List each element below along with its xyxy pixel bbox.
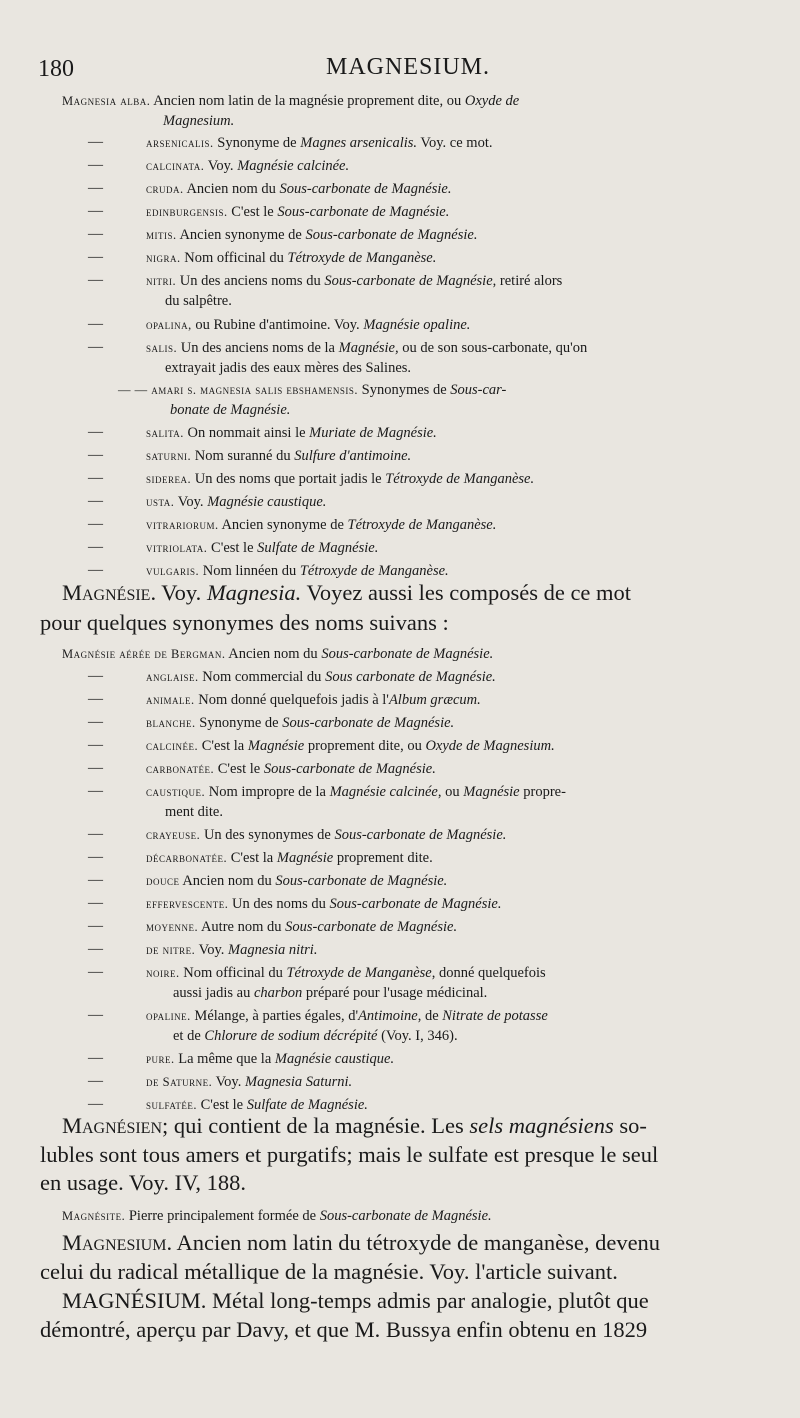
ditto-dash: — — [88, 691, 103, 707]
entry-headword: opaline. — [146, 1009, 191, 1023]
ditto-dash: — — [88, 272, 103, 288]
text-line — [146, 424, 437, 442]
text-segment: C'est la — [227, 850, 277, 866]
text-line — [146, 516, 496, 534]
entry-headword: cruda. — [146, 182, 184, 196]
text-segment: , de — [417, 1008, 443, 1024]
entry-headword: — — amari s. magnesia salis ebshamensis. — [118, 383, 359, 397]
ditto-dash: — — [88, 157, 103, 173]
text-segment: C'est le — [227, 204, 278, 220]
italic-text: Magnésie opaline. — [363, 317, 471, 333]
text-segment: Ancien synonyme de — [176, 227, 306, 243]
italic-text: Magnes arsenicalis. — [300, 135, 418, 151]
italic-text: Magnésie calcinée. — [237, 158, 350, 174]
text-line — [146, 1007, 548, 1025]
ditto-dash: — — [88, 249, 103, 265]
page-header — [38, 52, 778, 86]
text-line — [40, 1259, 618, 1285]
text-line — [146, 737, 555, 755]
ditto-dash: — — [88, 737, 103, 753]
entry-headword: effervescente. — [146, 897, 229, 911]
italic-text: sels magnésiens — [469, 1113, 614, 1138]
italic-text: Magnesium. — [163, 113, 235, 129]
text-segment: Voy. — [204, 158, 238, 174]
italic-text: Sous-carbonate de Magnésie. — [334, 827, 507, 843]
entry-headword: douce — [146, 874, 180, 888]
text-line — [62, 645, 493, 663]
text-line — [40, 1170, 246, 1196]
entry-headword: moyenne. — [146, 920, 199, 934]
text-line — [173, 1027, 458, 1045]
entry-headword: Magnésien; — [62, 1113, 169, 1138]
entry-headword: opalina, — [146, 318, 192, 332]
text-line — [146, 447, 411, 465]
text-segment: Synonyme de — [195, 715, 283, 731]
entry-headword: calcinata. — [146, 159, 205, 173]
text-segment: Nom suranné du — [191, 448, 295, 464]
text-segment: ou Rubine d'antimoine. Voy. — [191, 317, 364, 333]
italic-text: Sous-carbonate de Magnésie. — [285, 919, 458, 935]
ditto-dash: — — [88, 134, 103, 150]
text-segment: Nom donné quelquefois jadis à l' — [194, 692, 389, 708]
entry-headword: Magnésie. — [62, 580, 157, 605]
text-segment: proprement dite, ou — [304, 738, 426, 754]
page-number: 180 — [38, 56, 74, 82]
entry-headword: mitis. — [146, 228, 177, 242]
text-line — [165, 292, 232, 310]
text-segment: Un des synonymes de — [200, 827, 335, 843]
entry-headword: arsenicalis. — [146, 136, 214, 150]
entry-headword: Magnesia alba. — [62, 94, 151, 108]
text-segment: celui du radical métallique de la magnésie. Voy. l'article suivant. — [40, 1259, 618, 1284]
text-line — [163, 112, 234, 130]
italic-text: bonate de Magnésie. — [170, 402, 291, 418]
entry-headword: décarbonatée. — [146, 851, 228, 865]
text-line — [170, 401, 290, 419]
text-line — [146, 1050, 394, 1068]
text-segment: extrayait jadis des eaux mères des Salines. — [165, 360, 412, 376]
italic-text: Album græcum. — [388, 692, 481, 708]
text-segment: Un des anciens noms de la — [177, 340, 339, 356]
ditto-dash: — — [88, 516, 103, 532]
ditto-dash: — — [88, 1096, 103, 1112]
italic-text: Oxyde de Magnesium. — [425, 738, 555, 754]
text-line — [146, 539, 378, 557]
italic-text: Magnésie, — [338, 340, 399, 356]
text-line — [118, 381, 506, 399]
text-segment: propre- — [519, 784, 566, 800]
text-line — [146, 826, 506, 844]
entry-headword: crayeuse. — [146, 828, 201, 842]
ditto-dash: — — [88, 424, 103, 440]
text-line — [62, 92, 519, 110]
ditto-dash: — — [88, 339, 103, 355]
text-line — [146, 714, 454, 732]
text-segment: Voy. — [212, 1074, 245, 1090]
text-segment: Ancien synonyme de — [218, 517, 348, 533]
text-line — [40, 1317, 647, 1343]
text-line — [146, 157, 349, 175]
text-line — [62, 1113, 647, 1139]
italic-text: Sous-carbonate de Magnésie — [324, 273, 493, 289]
text-line — [146, 941, 317, 959]
text-segment: C'est le — [196, 1097, 247, 1113]
italic-text: Sous-carbonate de Magnésie. — [282, 715, 455, 731]
text-segment: Un des noms que portait jadis le — [191, 471, 386, 487]
entry-headword: caustique. — [146, 785, 206, 799]
text-segment: Ancien nom latin de la magnésie proprement dite, ou — [150, 93, 465, 109]
entry-headword: blanche. — [146, 716, 196, 730]
text-line — [146, 180, 451, 198]
text-line — [146, 691, 481, 709]
entry-headword: salita. — [146, 426, 184, 440]
running-title: MAGNESIUM. — [325, 54, 490, 80]
text-line — [40, 610, 449, 636]
italic-text: Sous-car- — [450, 382, 507, 398]
text-segment: Nom officinal du — [179, 965, 287, 981]
text-segment: Synonyme de — [213, 135, 301, 151]
text-line — [146, 918, 457, 936]
text-segment: (Voy. I, 346). — [377, 1028, 458, 1044]
text-line — [146, 849, 433, 867]
text-line — [146, 203, 449, 221]
text-line — [146, 316, 470, 334]
ditto-dash: — — [88, 760, 103, 776]
text-line — [146, 339, 587, 357]
ditto-dash: — — [88, 1073, 103, 1089]
text-segment: Pierre principalement formée de — [125, 1208, 320, 1224]
text-segment: Voy. — [174, 494, 208, 510]
italic-text: Magnesia Saturni. — [244, 1074, 353, 1090]
italic-text: Magnesia nitri. — [228, 942, 318, 958]
entry-headword: Magnésite. — [62, 1209, 126, 1223]
ditto-dash: — — [88, 714, 103, 730]
text-segment: Nom linnéen du — [199, 563, 300, 579]
text-line — [146, 760, 436, 778]
ditto-dash: — — [88, 539, 103, 555]
italic-text: Sulfate de Magnésie. — [246, 1097, 368, 1113]
text-segment: qui contient de la magnésie. Les — [168, 1113, 470, 1138]
ditto-dash: — — [88, 226, 103, 242]
italic-text: Sous-carbonate de Magnésie. — [305, 227, 478, 243]
italic-text: Nitrate de potasse — [442, 1008, 548, 1024]
ditto-dash: — — [88, 493, 103, 509]
text-line — [62, 1288, 649, 1314]
ditto-dash: — — [88, 826, 103, 842]
text-line — [146, 493, 326, 511]
text-line — [146, 134, 492, 152]
text-segment: C'est la — [198, 738, 248, 754]
text-line — [146, 249, 436, 267]
text-segment: Ancien nom du — [183, 181, 280, 197]
italic-text: Magnesia. — [206, 580, 302, 605]
text-segment: Ancien nom du — [179, 873, 276, 889]
text-segment: en usage. Voy. IV, 188. — [40, 1170, 247, 1195]
entry-headword: usta. — [146, 495, 175, 509]
text-line — [165, 803, 223, 821]
text-line — [146, 895, 501, 913]
entry-headword: vitriolata. — [146, 541, 208, 555]
italic-text: Sulfate de Magnésie. — [257, 540, 379, 556]
italic-text: Tétroxyde de Manganèse. — [347, 517, 497, 533]
italic-text: Tétroxyde de Manganèse — [286, 965, 432, 981]
ditto-dash: — — [88, 1050, 103, 1066]
entry-headword: noire. — [146, 966, 180, 980]
italic-text: Sous-carbonate de Magnésie. — [279, 181, 452, 197]
italic-text: Muriate de Magnésie. — [309, 425, 437, 441]
text-segment: et de — [173, 1028, 205, 1044]
entry-headword: saturni. — [146, 449, 192, 463]
text-segment: Mélange, à parties égales, d' — [190, 1008, 359, 1024]
text-line — [146, 964, 546, 982]
text-segment: Ancien nom du — [225, 646, 322, 662]
italic-text: Antimoine — [358, 1008, 418, 1024]
italic-text: Magnésie caustique. — [274, 1051, 395, 1067]
text-segment: proprement dite. — [333, 850, 433, 866]
ditto-dash: — — [88, 203, 103, 219]
italic-text: Tétroxyde de Manganèse. — [299, 563, 449, 579]
text-segment: Nom officinal du — [180, 250, 288, 266]
entry-headword: vulgaris. — [146, 564, 200, 578]
text-segment: Voy. ce mot. — [417, 135, 493, 151]
entry-headword: siderea. — [146, 472, 192, 486]
text-segment: Voyez aussi les composés de ce mot — [301, 580, 632, 605]
text-segment: Voy. — [195, 942, 229, 958]
text-segment: On nommait ainsi le — [183, 425, 310, 441]
text-line — [146, 1073, 352, 1091]
italic-text: Sous carbonate de Magnésie. — [325, 669, 496, 685]
ditto-dash: — — [88, 964, 103, 980]
ditto-dash: — — [88, 783, 103, 799]
italic-text: Magnésie calcinée — [329, 784, 438, 800]
ditto-dash: — — [88, 849, 103, 865]
italic-text: Sous-carbonate de Magnésie. — [329, 896, 502, 912]
entry-headword: calcinée. — [146, 739, 199, 753]
text-line — [165, 359, 411, 377]
ditto-dash: — — [88, 180, 103, 196]
ditto-dash: — — [88, 895, 103, 911]
text-line — [146, 272, 562, 290]
entry-headword: anglaise. — [146, 670, 199, 684]
ditto-dash: — — [88, 872, 103, 888]
entry-headword: Magnésie aérée de Bergman. — [62, 647, 226, 661]
text-line — [146, 470, 534, 488]
text-line — [146, 872, 447, 890]
text-segment: , ou — [437, 784, 464, 800]
text-line — [146, 668, 496, 686]
text-segment: Un des anciens noms du — [176, 273, 325, 289]
text-segment: so- — [613, 1113, 647, 1138]
text-segment: C'est le — [207, 540, 258, 556]
text-segment: ou de son sous-carbonate, qu'on — [398, 340, 588, 356]
ditto-dash: — — [88, 941, 103, 957]
entry-headword: sulfatée. — [146, 1098, 197, 1112]
ditto-dash: — — [88, 470, 103, 486]
italic-text: Sous-carbonate de Magnésie. — [321, 646, 494, 662]
text-line — [146, 562, 449, 580]
text-segment: préparé pour l'usage médicinal. — [302, 985, 488, 1001]
text-line — [62, 1207, 492, 1225]
text-segment: Autre nom du — [198, 919, 286, 935]
ditto-dash: — — [88, 1007, 103, 1023]
ditto-dash: — — [88, 562, 103, 578]
ditto-dash: — — [88, 668, 103, 684]
italic-text: Sous-carbonate de Magnésie. — [275, 873, 448, 889]
ditto-dash: — — [88, 918, 103, 934]
italic-text: Magnésie — [247, 738, 305, 754]
italic-text: Magnésie — [463, 784, 520, 800]
text-segment: Voy. — [156, 580, 207, 605]
text-segment: ment dite. — [165, 804, 223, 820]
entry-headword: nigra. — [146, 251, 181, 265]
text-segment: du salpêtre. — [165, 293, 232, 309]
entry-headword: salis. — [146, 341, 178, 355]
text-line — [62, 1230, 660, 1256]
entry-headword: de Saturne. — [146, 1075, 213, 1089]
entry-headword: edinburgensis. — [146, 205, 228, 219]
text-segment: lubles sont tous amers et purgatifs; mais le sulfate est presque le seul — [40, 1142, 659, 1167]
entry-headword: Magnesium. — [62, 1230, 173, 1255]
text-line — [146, 1096, 368, 1114]
entry-headword: animale. — [146, 693, 195, 707]
text-segment: Synonymes de — [358, 382, 451, 398]
text-segment: , retiré alors — [492, 273, 563, 289]
italic-text: Chlorure de sodium décrépité — [204, 1028, 378, 1044]
entry-headword: de nitre. — [146, 943, 196, 957]
ditto-dash: — — [88, 316, 103, 332]
ditto-dash: — — [88, 447, 103, 463]
italic-text: Sulfure d'antimoine. — [294, 448, 412, 464]
text-segment: Ancien nom latin du tétroxyde de manganèse, devenu — [172, 1230, 661, 1255]
text-line — [40, 1142, 658, 1168]
entry-headword: pure. — [146, 1052, 175, 1066]
italic-text: Tétroxyde de Manganèse. — [287, 250, 437, 266]
italic-text: Sous-carbonate de Magnésie. — [319, 1208, 492, 1224]
entry-headword: carbonatée. — [146, 762, 215, 776]
text-segment: La même que la — [174, 1051, 275, 1067]
text-line — [62, 580, 631, 606]
text-segment: MAGNÉSIUM. Métal long-temps admis par analogie, plutôt que — [62, 1288, 649, 1313]
text-segment: C'est le — [214, 761, 264, 777]
text-line — [146, 226, 477, 244]
italic-text: Magnésie caustique. — [207, 494, 327, 510]
text-segment: Un des noms du — [228, 896, 330, 912]
text-line — [146, 783, 566, 801]
italic-text: Tétroxyde de Manganèse. — [385, 471, 535, 487]
italic-text: charbon — [253, 985, 303, 1001]
italic-text: Oxyde de — [464, 93, 520, 109]
italic-text: Sous-carbonate de Magnésie. — [263, 761, 436, 777]
italic-text: Magnésie — [276, 850, 334, 866]
text-line — [173, 984, 487, 1002]
text-segment: démontré, aperçu par Davy, et que M. Bussya enfin obtenu en 1829 — [40, 1317, 648, 1342]
text-segment: Nom impropre de la — [205, 784, 330, 800]
text-segment: , donné quelquefois — [431, 965, 546, 981]
italic-text: Sous-carbonate de Magnésie. — [277, 204, 450, 220]
entry-headword: vitrariorum. — [146, 518, 219, 532]
text-segment: Nom commercial du — [198, 669, 326, 685]
text-segment: aussi jadis au — [173, 985, 254, 1001]
entry-headword: nitri. — [146, 274, 177, 288]
text-segment: pour quelques synonymes des noms suivans : — [40, 610, 449, 635]
